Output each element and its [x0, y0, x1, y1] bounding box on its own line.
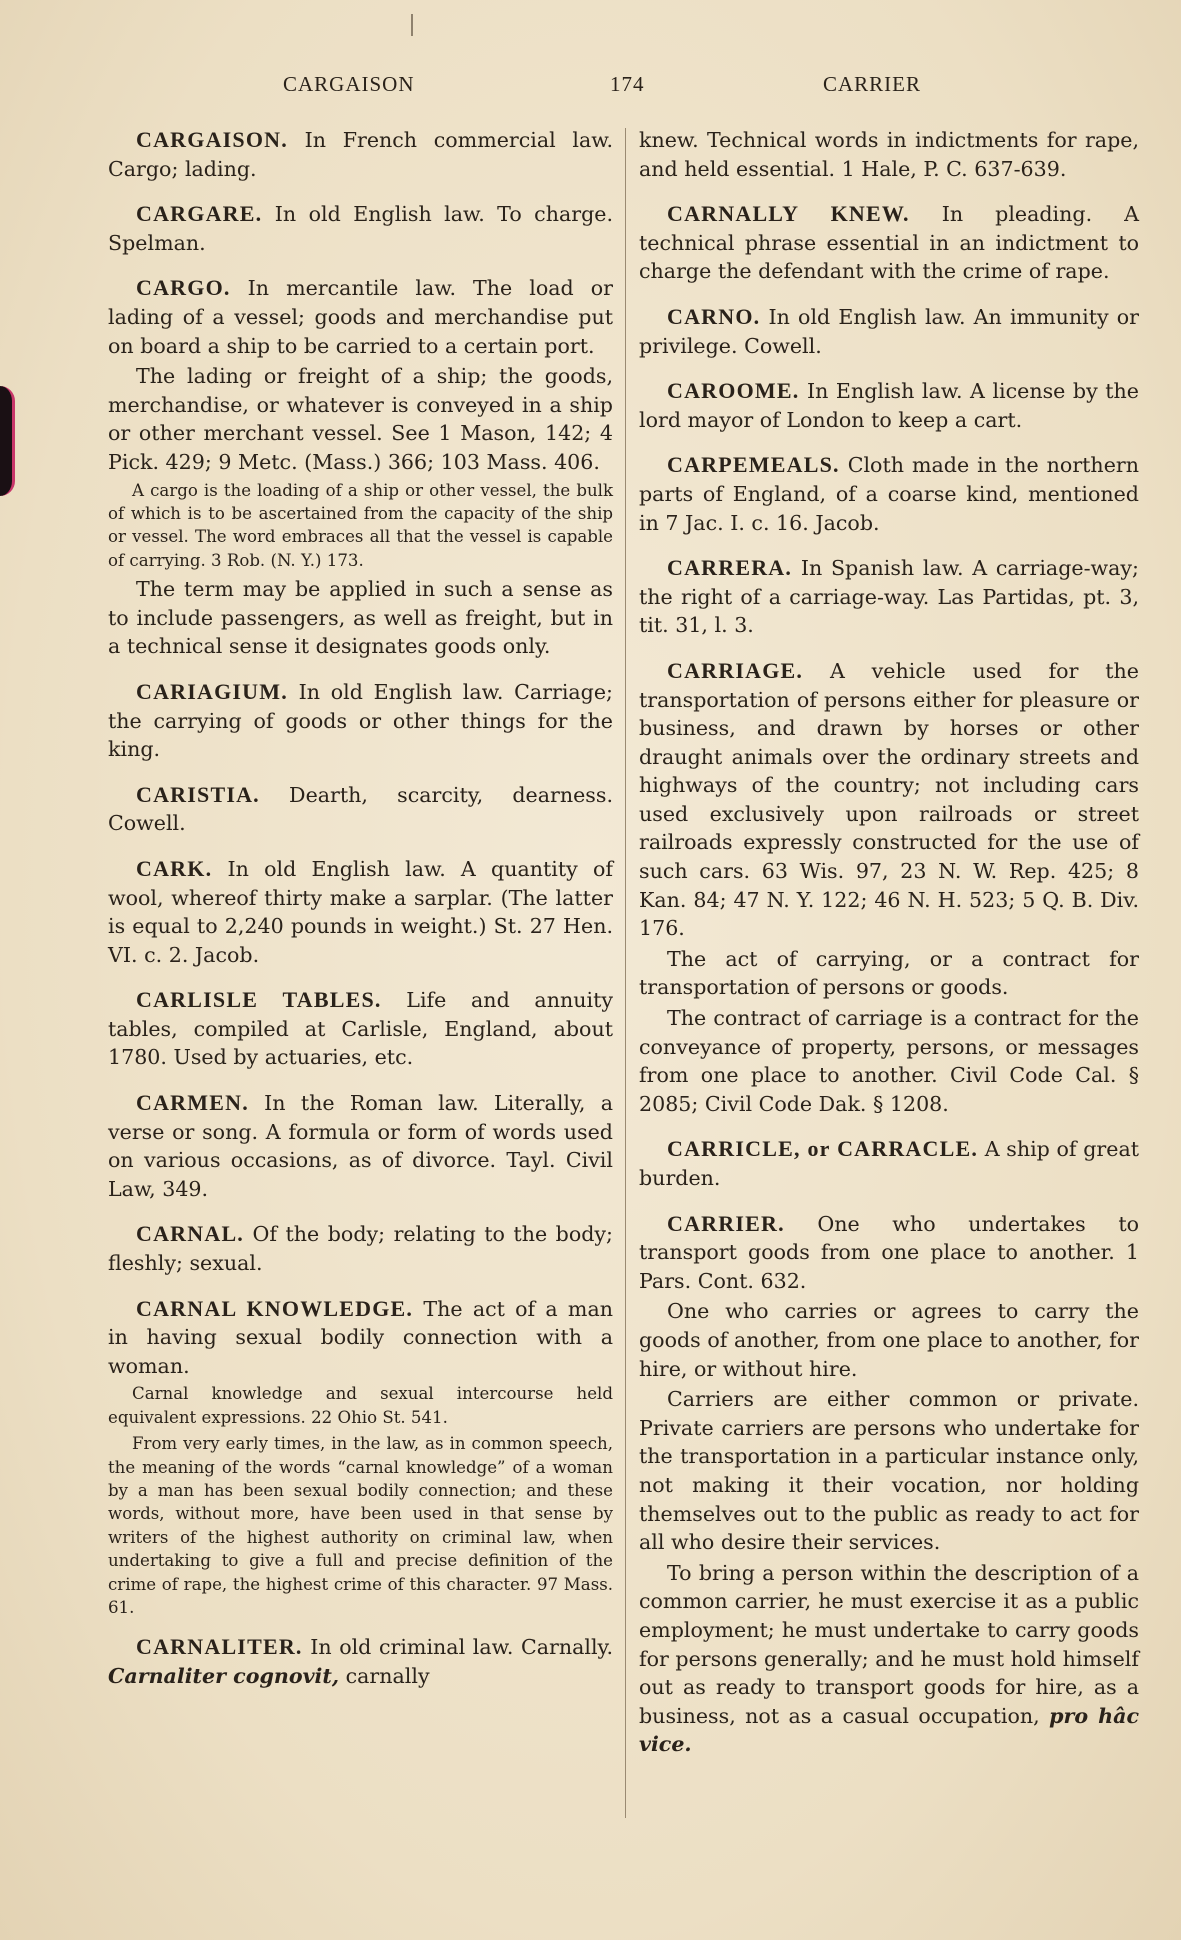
- headword: CARMEN.: [136, 1090, 249, 1116]
- definition: Life and annuity tables, compiled at Carlisle, England, about 1780. Used by actuaries, etc.: [108, 988, 613, 1070]
- binding-mark: [0, 386, 15, 496]
- headword: CARNALLY KNEW.: [667, 201, 910, 227]
- carriage-paragraph: The act of carrying, or a contract for transportation of persons or goods.: [639, 946, 1139, 1000]
- headword: CARISTIA.: [136, 781, 260, 807]
- cargo-paragraph: The term may be applied in such a sense as to include passengers, as well as freight, but in a technical sense it designates goods only.: [108, 577, 613, 659]
- headword: CAROOME.: [667, 378, 800, 404]
- definition: In French commercial law. Cargo; lading.: [108, 128, 613, 181]
- headword: CARRICLE, or CARRACLE.: [667, 1136, 979, 1162]
- entry-carmen: [108, 1089, 613, 1203]
- definition-cont: carnally: [339, 1664, 430, 1689]
- carnal-knowledge-note: From very early times, in the law, as in common speech, the meaning of the words “carnal knowledge” of a woman by a man has been sexual bodily connection; and these words, without more, have been used in that sense by writers of the highest authority on criminal law, when undertaking to give a full and precise definition of the crime of rape, the highest crime of this character. 97 Mass. 61.: [108, 1434, 613, 1618]
- page-number: 174: [610, 72, 645, 96]
- entry-cargo: [108, 274, 613, 360]
- definition: In old English law. A quantity of wool, whereof thirty make a sarplar. (The latter is equal to 2,240 pounds in weight.) St. 27 Hen. VI. c. 2. Jacob.: [108, 856, 613, 967]
- header-left-guideword: CARGAISON: [283, 72, 415, 96]
- entry-carriage: [639, 657, 1139, 943]
- entry-carnal-knowledge: [108, 1295, 613, 1381]
- entry-carnally-knew: [639, 200, 1139, 286]
- entry-carrier: [639, 1210, 1139, 1296]
- entry-cargaison: [108, 126, 613, 183]
- headword: CARRERA.: [667, 555, 793, 581]
- headword: CARGARE.: [136, 201, 263, 227]
- entry-carlisle-tables: [108, 986, 613, 1072]
- entry-carrera: [639, 554, 1139, 640]
- crease-mark: [411, 14, 413, 36]
- carrier-paragraph: [639, 1559, 1139, 1759]
- headword: CARNO.: [667, 303, 761, 329]
- definition: Dearth, scarcity, dearness. Cowell.: [108, 782, 613, 836]
- definition: In the Roman law. Literally, a verse or song. A formula or form of words used on various occasions, as of divorce. Tayl. Civil Law, 349.: [108, 1091, 613, 1201]
- headword: CARGAISON.: [136, 127, 288, 152]
- latin-phrase: pro hâc vice.: [639, 1703, 1139, 1757]
- definition: In old English law. To charge. Spelman.: [108, 202, 613, 255]
- entry-carnal: [108, 1220, 613, 1277]
- headword: CARIAGIUM.: [136, 678, 288, 704]
- definition: One who undertakes to transport goods from one place to another. 1 Pars. Cont. 632.: [639, 1211, 1139, 1293]
- definition: In mercantile law. The load or lading of a vessel; goods and merchandise put on board a ship to be carried to a certain port.: [108, 276, 613, 358]
- cargo-paragraph: The lading or freight of a ship; the goods, merchandise, or whatever is conveyed in a ship or other merchant vessel. See 1 Mason, 142; 4 Pick. 429; 9 Metc. (Mass.) 366; 103 Mass. 406.: [108, 364, 613, 474]
- headword: CARRIER.: [667, 1210, 785, 1236]
- carriage-paragraph: The contract of carriage is a contract for the conveyance of property, persons, or messages from one place to another. Civil Code Cal. § 2085; Civil Code Dak. § 1208.: [639, 1006, 1139, 1116]
- entry-caroome: [639, 377, 1139, 434]
- header-right-guideword: CARRIER: [823, 72, 922, 96]
- carrier-paragraph-text: To bring a person within the description of a common carrier, he must exercise it as a public employment; he must undertake to carry goods for persons generally; and he must hold himself out as ready to transport goods for hire, as a business, not as a casual occupation,: [639, 1560, 1139, 1728]
- headword: CARPEMEALS.: [667, 452, 840, 478]
- definition: A vehicle used for the transportation of persons either for pleasure or business, and drawn by horses or other draught animals over the ordinary streets and highways of the country; not including cars used exclusively upon railroads or street railroads expressly constructed for the use of such cars. 63 Wis. 97, 23 N. W. Rep. 425; 8 Kan. 84; 47 N. Y. 122; 46 N. H. 523; 5 Q. B. Div. 176.: [639, 658, 1139, 941]
- column-divider: [625, 128, 626, 1818]
- definition: Cloth made in the northern parts of England, of a coarse kind, mentioned in 7 Jac. I. c. 16. Jacob.: [639, 453, 1139, 535]
- entry-cariagium: [108, 678, 613, 764]
- entry-carricle: [639, 1135, 1139, 1192]
- carnaliter-continued: knew. Technical words in indictments for rape, and held essential. 1 Hale, P. C. 637-639.: [639, 128, 1139, 181]
- carnal-knowledge-note: Carnal knowledge and sexual intercourse held equivalent expressions. 22 Ohio St. 541.: [108, 1384, 613, 1427]
- headword: CARGO.: [136, 275, 231, 301]
- entry-cark: [108, 855, 613, 969]
- entry-carpemeals: [639, 451, 1139, 537]
- definition: In old English law. Carriage; the carrying of goods or other things for the king.: [108, 679, 613, 762]
- definition: A ship of great burden.: [639, 1137, 1139, 1190]
- definition: In English law. A license by the lord mayor of London to keep a cart.: [639, 379, 1139, 432]
- right-column: [639, 126, 1139, 1761]
- entry-carnaliter: [108, 1633, 613, 1690]
- entry-caristia: [108, 781, 613, 838]
- definition: The act of a man in having sexual bodily connection with a woman.: [108, 1296, 614, 1378]
- definition: Of the body; relating to the body; fleshly; sexual.: [108, 1222, 613, 1276]
- carrier-paragraph: Carriers are either common or private. Private carriers are persons who undertake for the transportation in a particular instance only, not making it their vocation, nor holding themselves out to the public as ready to act for all who desire their services.: [639, 1387, 1139, 1555]
- headword: CARNAL.: [136, 1221, 245, 1247]
- definition: In old English law. An immunity or privilege. Cowell.: [639, 304, 1139, 358]
- latin-phrase: Carnaliter cognovit,: [108, 1664, 340, 1689]
- headword: CARNALITER.: [136, 1634, 303, 1660]
- running-header: [135, 72, 1135, 108]
- headword: CARK.: [136, 855, 213, 881]
- headword: CARLISLE TABLES.: [136, 987, 382, 1013]
- definition: In Spanish law. A carriage-way; the right of a carriage-way. Las Partidas, pt. 3, tit. 31, l. 3.: [639, 556, 1139, 638]
- headword: CARRIAGE.: [667, 657, 804, 683]
- left-column: [108, 126, 613, 1693]
- entry-carno: [639, 303, 1139, 360]
- cargo-note: A cargo is the loading of a ship or other vessel, the bulk of which is to be ascertained from the capacity of the ship or vessel. The word embraces all that the vessel is capable of carrying. 3 Rob. (N. Y.) 173.: [108, 480, 613, 570]
- definition: In old criminal law. Carnally.: [302, 1635, 613, 1660]
- headword: CARNAL KNOWLEDGE.: [136, 1295, 414, 1321]
- definition: In pleading. A technical phrase essential in an indictment to charge the defendant with the crime of rape.: [639, 202, 1140, 284]
- entry-cargare: [108, 200, 613, 257]
- carrier-paragraph: One who carries or agrees to carry the goods of another, from one place to another, for hire, or without hire.: [639, 1299, 1139, 1381]
